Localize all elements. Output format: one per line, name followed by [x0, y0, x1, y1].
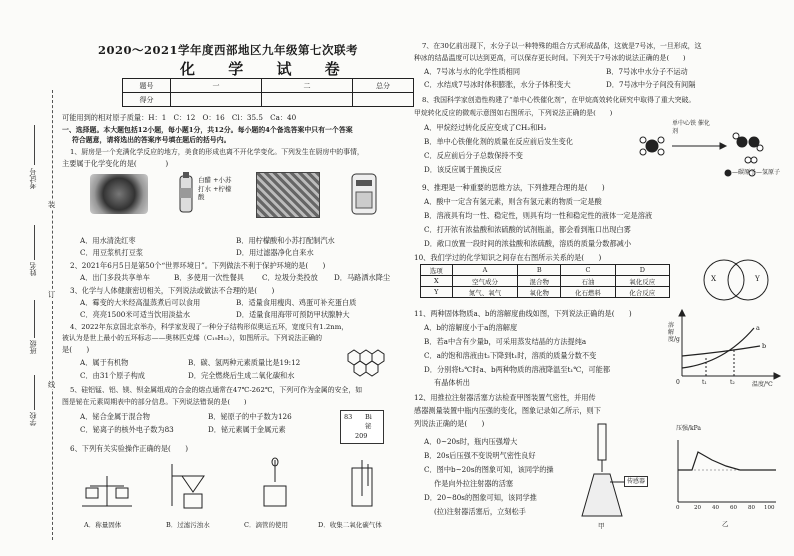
q6-option-c[interactable]: C．滴管的使用 — [244, 521, 288, 529]
q1-option-b[interactable]: B．用柠檬酸和小苏打配制汽水 — [236, 236, 335, 245]
bi-atomic-number: 83 — [344, 413, 353, 421]
q12-stem-1: 12、用推拉注射器活塞方法检查甲图装置气密性，并用传 — [414, 393, 596, 402]
q4-stem-1: 4、2022年东京国北京举办，科学家发现了一种分子结构形似奥运五环，宽度只有1.2nm， — [70, 323, 349, 331]
q11-tick-t2: t₂ — [730, 379, 735, 386]
q12-x-tick-40: 40 — [712, 505, 719, 511]
q2-option-c[interactable]: C．垃圾分类投放 — [262, 273, 318, 282]
q4-stem-3: 是( ) — [62, 345, 90, 354]
q1-image-filter — [334, 170, 392, 218]
q12-option-b[interactable]: B．20s后压强不变说明气密性良好 — [424, 451, 536, 460]
q4-option-b[interactable]: B．碳、氢两种元素质量比是19:12 — [188, 358, 301, 367]
q12-option-c-1[interactable]: C．图中b~20s的图象可知，该同学的操 — [424, 465, 554, 474]
q1-image-soymilk — [256, 172, 320, 218]
venn-label-y: Y — [755, 274, 760, 283]
q12-option-d-2: (拉)注射器活塞后，立刻松手 — [434, 507, 526, 516]
q8-legend-carbon: —碳原子 — [732, 169, 757, 176]
bi-mass: 209 — [355, 432, 368, 440]
q2-option-b[interactable]: B．多使用一次性餐具 — [174, 273, 244, 282]
q6-stem: 6、下列有关实验操作正确的是( ) — [70, 444, 188, 453]
water-filter-icon — [334, 170, 392, 218]
q10-x-a: 空气成分 — [452, 276, 518, 287]
binding-mark-3: 线 — [48, 380, 56, 389]
q11-origin: 0 — [676, 379, 680, 386]
side-label-class: 班级 — [29, 340, 37, 354]
q7-stem-1: 7、在30亿前出现下，水分子以一种特殊的组合方式形成晶体，这就是7号冰，一旦形成，这 — [422, 42, 702, 50]
bi-name: 铋 — [365, 422, 372, 430]
q8-option-d[interactable]: D．该反应属于置换反应 — [424, 165, 502, 174]
q8-option-a[interactable]: A．甲烷经过转化反应变成了CH₂和H₂ — [424, 123, 547, 132]
side-input-line-2[interactable] — [34, 225, 35, 260]
q5-option-c[interactable]: C．铋离子的核外电子数为83 — [80, 425, 174, 434]
q11-option-d-1[interactable]: D．分别将t₂℃时a、b两种物质的溶液降温至t₁℃，可能都 — [424, 365, 611, 374]
q3-option-c[interactable]: C．亮亮1500米可适当饮用淡盐水 — [80, 310, 191, 319]
q12-label-jia: 甲 — [598, 522, 605, 530]
score-cell-2[interactable] — [262, 93, 353, 107]
q10-head-b[interactable]: B — [518, 265, 561, 276]
q12-label-yi: 乙 — [722, 520, 729, 528]
q8-option-c[interactable]: C．反应前后分子总数保持不变 — [424, 151, 523, 160]
q3-stem: 3、化学与人体健康密切相关，下列说法或做法不合理的是( ) — [70, 286, 275, 295]
q1-image-label: 白醋 +小苏打水 +柠檬酸 — [198, 176, 232, 201]
q10-head-c[interactable]: C — [561, 265, 615, 276]
q7-option-c[interactable]: C．水结成7号冰时体积膨胀，水分子体积变大 — [424, 80, 571, 89]
q12-option-d-1[interactable]: D．20~80s的图象可知，该同学推 — [424, 493, 537, 502]
q11-option-c[interactable]: C．a的饱和溶液由t₂下降到t₁时，溶质的质量分数不变 — [424, 351, 597, 360]
q1-option-d[interactable]: D．用过滤器净化自来水 — [236, 248, 314, 257]
q1-stem-2: 主要属于化学变化的是( ) — [62, 159, 169, 168]
q2-option-d[interactable]: D．马路洒水降尘 — [334, 273, 391, 282]
q8-option-b[interactable]: B．单中心铁催化剂的质量在反应前后发生变化 — [424, 137, 574, 146]
q7-option-d[interactable]: D．7号冰中分子间没有间隔 — [606, 80, 696, 89]
binding-mark-2: 订 — [48, 290, 56, 299]
exam-subtitle: 化 学 试 卷 — [180, 60, 354, 78]
section1-instr-1: 一、选择题。本大题包括12小题，每小题1分，共12分。每小题的4个备选答案中只有一个答案 — [62, 126, 353, 134]
q10-y-b: 氧化物 — [518, 287, 561, 298]
q10-options-table — [420, 264, 670, 298]
side-label-school: 学校 — [29, 412, 37, 426]
q11-x-label: 温度/℃ — [752, 381, 773, 388]
q12-sensor-box: 传感器 — [624, 476, 648, 487]
score-cell-total[interactable] — [353, 93, 414, 107]
q10-y-a: 氮气、氧气 — [452, 287, 518, 298]
q9-stem: 9、推理是一种重要的思维方法，下列推理合理的是( ) — [422, 183, 605, 192]
q4-option-d[interactable]: D．完全燃烧后生成二氧化碳和水 — [188, 371, 295, 380]
binding-mark-1: 装 — [48, 200, 56, 209]
q11-curve-b: b — [762, 342, 767, 350]
q11-y-label: 溶解度/g — [668, 322, 680, 343]
q9-option-d[interactable]: D．敞口放置一段时间的浓盐酸和浓硫酸，溶质的质量分数都减小 — [424, 239, 632, 248]
q8-stem-2: 甲烷转化反应的微观示意图如右图所示，下列说法正确的是( ) — [414, 109, 613, 117]
q3-option-a[interactable]: A．霉变的大米经高温蒸煮后可以食用 — [80, 298, 201, 307]
q11-curve-a: a — [756, 324, 760, 332]
q5-option-a[interactable]: A．铋合金属于混合物 — [80, 412, 150, 421]
score-head-3: 二 — [262, 79, 353, 93]
q6-option-b[interactable]: B．过滤污浊水 — [166, 521, 210, 529]
q1-option-c[interactable]: C．用豆浆机打豆浆 — [80, 248, 144, 257]
q4-stem-2: 被认为是世上最小的五环标志——奥林匹克烯（C₁₉H₁₂），如图所示。下列说法正确的 — [62, 334, 323, 342]
q12-option-c-2: 作是向外拉注射器的活塞 — [434, 479, 514, 488]
q9-option-b[interactable]: B．溶液具有均一性、稳定性，则具有均一性和稳定性的液体一定是溶液 — [424, 211, 653, 220]
q9-option-a[interactable]: A．酸中一定含有氢元素，则含有氢元素的物质一定是酸 — [424, 197, 602, 206]
q12-stem-2: 感器测量装置中瓶内压强的变化，图象记录如乙所示，则下 — [414, 406, 601, 415]
q1-stem-1: 1、厨房是一个充满化学反应的地方，美食的形成也离不开化学变化。下列发生在厨房中的事情， — [70, 148, 364, 156]
q7-option-b[interactable]: B．7号冰中水分子不运动 — [606, 67, 688, 76]
q12-apparatus-jia — [578, 420, 648, 530]
side-input-line-4[interactable] — [34, 375, 35, 410]
bismuth-element-card — [340, 410, 384, 444]
q6-apparatus-illustrations — [72, 456, 402, 520]
q6-option-d[interactable]: D．收集二氧化碳气体 — [318, 521, 382, 529]
q4-option-c[interactable]: C．由31个原子构成 — [80, 371, 145, 380]
q10-x-b: 混合物 — [518, 276, 561, 287]
q11-stem: 11、两种固体物质a、b的溶解度曲线如图，下列说法正确的是( ) — [414, 309, 632, 318]
side-input-line-3[interactable] — [34, 300, 35, 338]
q12-x-tick-0: 0 — [676, 505, 680, 511]
score-head-1: 题号 — [123, 79, 171, 93]
q1-image-jujube — [90, 174, 148, 214]
q12-option-a[interactable]: A．0~20s时，瓶内压强增大 — [424, 437, 518, 446]
score-table — [122, 78, 414, 107]
exam-title: 2020～2021学年度西部地区九年级第七次联考 — [98, 43, 359, 57]
q10-y-d: 化合反应 — [615, 287, 669, 298]
q10-y-c: 化石燃料 — [561, 287, 615, 298]
q10-y-0: Y — [421, 287, 453, 298]
q10-x-d: 氧化反应 — [615, 276, 669, 287]
q10-stem: 10、我们学过的化学知识之间存在右图所示关系的是( ) — [414, 253, 602, 262]
q7-stem-2: 种冰的结晶温度可以达到更高，可以保存更长时间。下列关于7号冰的说法正确的是( ) — [414, 54, 686, 62]
atomic-mass-line: 可能用到的相对原子质量：H：1 C：12 O：16 Cl：35.5 Ca：40 — [62, 113, 297, 122]
q12-x-tick-100: 100 — [764, 505, 775, 511]
q8-stem-1: 8、我国科学家创造性构建了“单中心铁催化剂”，在甲烷高效转化研究中取得了重大突破。 — [422, 96, 696, 104]
q1-option-a[interactable]: A．用水清洗红枣 — [80, 236, 136, 245]
section1-instr-2: 符合题意，请将选出的答案序号填在题后的括号内。 — [72, 136, 231, 144]
olympicene-structure-icon — [338, 340, 392, 384]
score-head-4: 总分 — [353, 79, 414, 93]
q11-tick-t1: t₁ — [702, 379, 707, 386]
score-label: 得分 — [123, 93, 171, 107]
q3-option-d[interactable]: D．适量食用海带可预防甲状腺肿大 — [236, 310, 350, 319]
q6-option-a[interactable]: A．称量固体 — [84, 521, 122, 529]
q7-option-a[interactable]: A．7号冰与水的化学性质相同 — [424, 67, 521, 76]
side-input-line-1[interactable] — [34, 125, 35, 165]
q10-venn-diagram — [690, 256, 782, 304]
q11-option-b[interactable]: B．若a中含有少量b，可采用蒸发结晶的方法提纯a — [424, 337, 587, 346]
bi-symbol: Bi — [365, 413, 372, 421]
q10-x-0: X — [421, 276, 453, 287]
q12-y-label: 压强/kPa — [676, 425, 702, 432]
q12-x-tick-60: 60 — [730, 505, 737, 511]
q12-x-tick-80: 80 — [748, 505, 755, 511]
q10-head-0: 选项 — [421, 265, 453, 276]
q12-stem-3: 列说法正确的是( ) — [414, 419, 485, 428]
q12-x-tick-20: 20 — [694, 505, 701, 511]
q5-stem-2: 图是铋在元素周期表中的部分信息。下列说法错误的是( ) — [62, 398, 247, 406]
side-label-exam-no: 考试号 — [29, 168, 37, 189]
q4-option-a[interactable]: A．属于有机物 — [80, 358, 129, 367]
q5-option-d[interactable]: D．铋元素属于金属元素 — [208, 425, 286, 434]
q8-legend-hydrogen: —氢原子 — [756, 169, 781, 176]
q5-stem-1: 5、硅铝锰、铝、镁、钡金属组成的合金的熔点通常在47℃-262℃，下列可作为金属的安全，如 — [70, 386, 363, 394]
q3-option-b[interactable]: B．适量食用瘦肉、鸡蛋可补充蛋白质 — [236, 298, 357, 307]
q11-option-a[interactable]: A．b的溶解度小于a的溶解度 — [424, 323, 518, 332]
q10-head-d[interactable]: D — [615, 265, 669, 276]
q2-option-a[interactable]: A．出门多段共享单车 — [80, 273, 150, 282]
score-cell-1[interactable] — [171, 93, 262, 107]
binding-line — [52, 90, 53, 540]
q10-head-a[interactable]: A — [452, 265, 518, 276]
q5-option-b[interactable]: B．铋原子的中子数为126 — [208, 412, 292, 421]
q8-catalyst-label: 单中心铁 催化剂 — [672, 120, 710, 135]
q11-option-d-2: 有晶体析出 — [434, 378, 470, 387]
venn-label-x: X — [711, 274, 717, 283]
q2-stem: 2、2021年6月5日是第50个“世界环境日”。下列做法不利于保护环境的是( ) — [70, 261, 326, 270]
q10-x-c: 石油 — [561, 276, 615, 287]
q9-option-c[interactable]: C．打开浓有浓盐酸和浓硫酸的试剂瓶盖，都会看到瓶口出现白雾 — [424, 225, 631, 234]
side-label-name: 姓名 — [29, 262, 37, 276]
score-head-2: 一 — [171, 79, 262, 93]
